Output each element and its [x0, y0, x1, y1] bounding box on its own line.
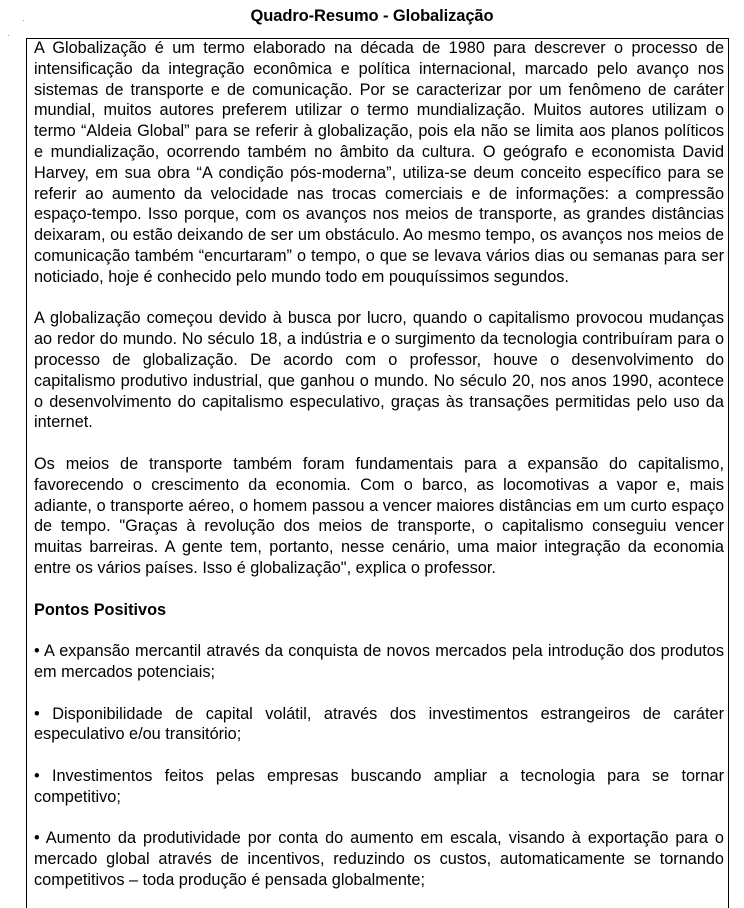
summary-content — [34, 38, 724, 891]
paragraph-spacer — [34, 579, 724, 600]
paragraph-spacer — [34, 620, 724, 641]
paragraph-introduction: A Globalização é um termo elaborado na década de 1980 para descrever o processo de intensificação da integração econômica e política internacional, marcado pelo avanço nos sistemas de transporte e de comunicação. Por se caracterizar por um fenômeno de caráter mundial, muitos autores preferem utilizar o termo mundialização. Muitos autores utilizam o termo “Aldeia Global” para se referir à globalização, pois ela não se limita aos planos políticos e mundialização, ocorrendo também no âmbito da cultura. O geógrafo e economista David Harvey, em sua obra “A condição pós-moderna”, utiliza-se deum conceito específico para se referir ao aumento da velocidade nas trocas comerciais e de informações: a compressão espaço-tempo. Isso porque, com os avanços nos meios de transporte, as grandes distâncias deixaram, ou estão deixando de ser um obstáculo. Ao mesmo tempo, os avanços nos meios de comunicação também “encurtaram” o tempo, o que se levava vários dias ou semanas para ser noticiado, hoje é conhecido pelo mundo todo em pouquíssimos segundos. — [34, 39, 724, 286]
paragraph-spacer — [34, 745, 724, 766]
paragraph-spacer — [34, 683, 724, 704]
positive-point-item: • Investimentos feitos pelas empresas buscando ampliar a tecnologia para se tornar competitivo; — [34, 766, 724, 806]
positive-points-heading: Pontos Positivos — [34, 600, 167, 619]
scan-artifact — [8, 35, 9, 36]
scan-artifact — [23, 20, 24, 21]
paragraph-spacer — [34, 433, 724, 454]
paragraph-origins: A globalização começou devido à busca por lucro, quando o capitalismo provocou mudanças ao redor do mundo. No século 18, a indústria e o surgimento da tecnologia contribuíram para o processo de globalização. De acordo com o professor, houve o desenvolvimento do capitalismo produtivo industrial, que ganhou o mundo. No século 20, nos anos 1990, acontece o desenvolvimento do capitalismo especulativo, graças às transações permitidas pelo uso da internet. — [34, 309, 724, 432]
paragraph-spacer — [34, 807, 724, 828]
paragraph-spacer — [34, 288, 724, 309]
paragraph-transport: Os meios de transporte também foram fundamentais para a expansão do capitalismo, favorecendo o crescimento da economia. Com o barco, as locomotivas a vapor e, mais adiante, o transporte aéreo, o homem passou a vencer maiores distâncias em um curto espaço de tempo. "Graças à revolução dos meios de transporte, o capitalismo conseguiu vencer muitas barreiras. A gente tem, portanto, nesse cenário, uma maior integração da economia entre os vários países. Isso é globalização", explica o professor. — [34, 454, 724, 577]
document-title: Quadro-Resumo - Globalização — [250, 7, 494, 25]
positive-point-item: • Aumento da produtividade por conta do aumento em escala, visando à exportação para o mercado global através de incentivos, reduzindo os custos, automaticamente se tornando competitivos – toda produção é pensada globalmente; — [34, 829, 724, 889]
positive-point-item: • A expansão mercantil através da conquista de novos mercados pela introdução dos produtos em mercados potenciais; — [34, 642, 724, 681]
positive-point-item: • Disponibilidade de capital volátil, através dos investimentos estrangeiros de caráter especulativo e/ou transitório; — [34, 704, 724, 744]
